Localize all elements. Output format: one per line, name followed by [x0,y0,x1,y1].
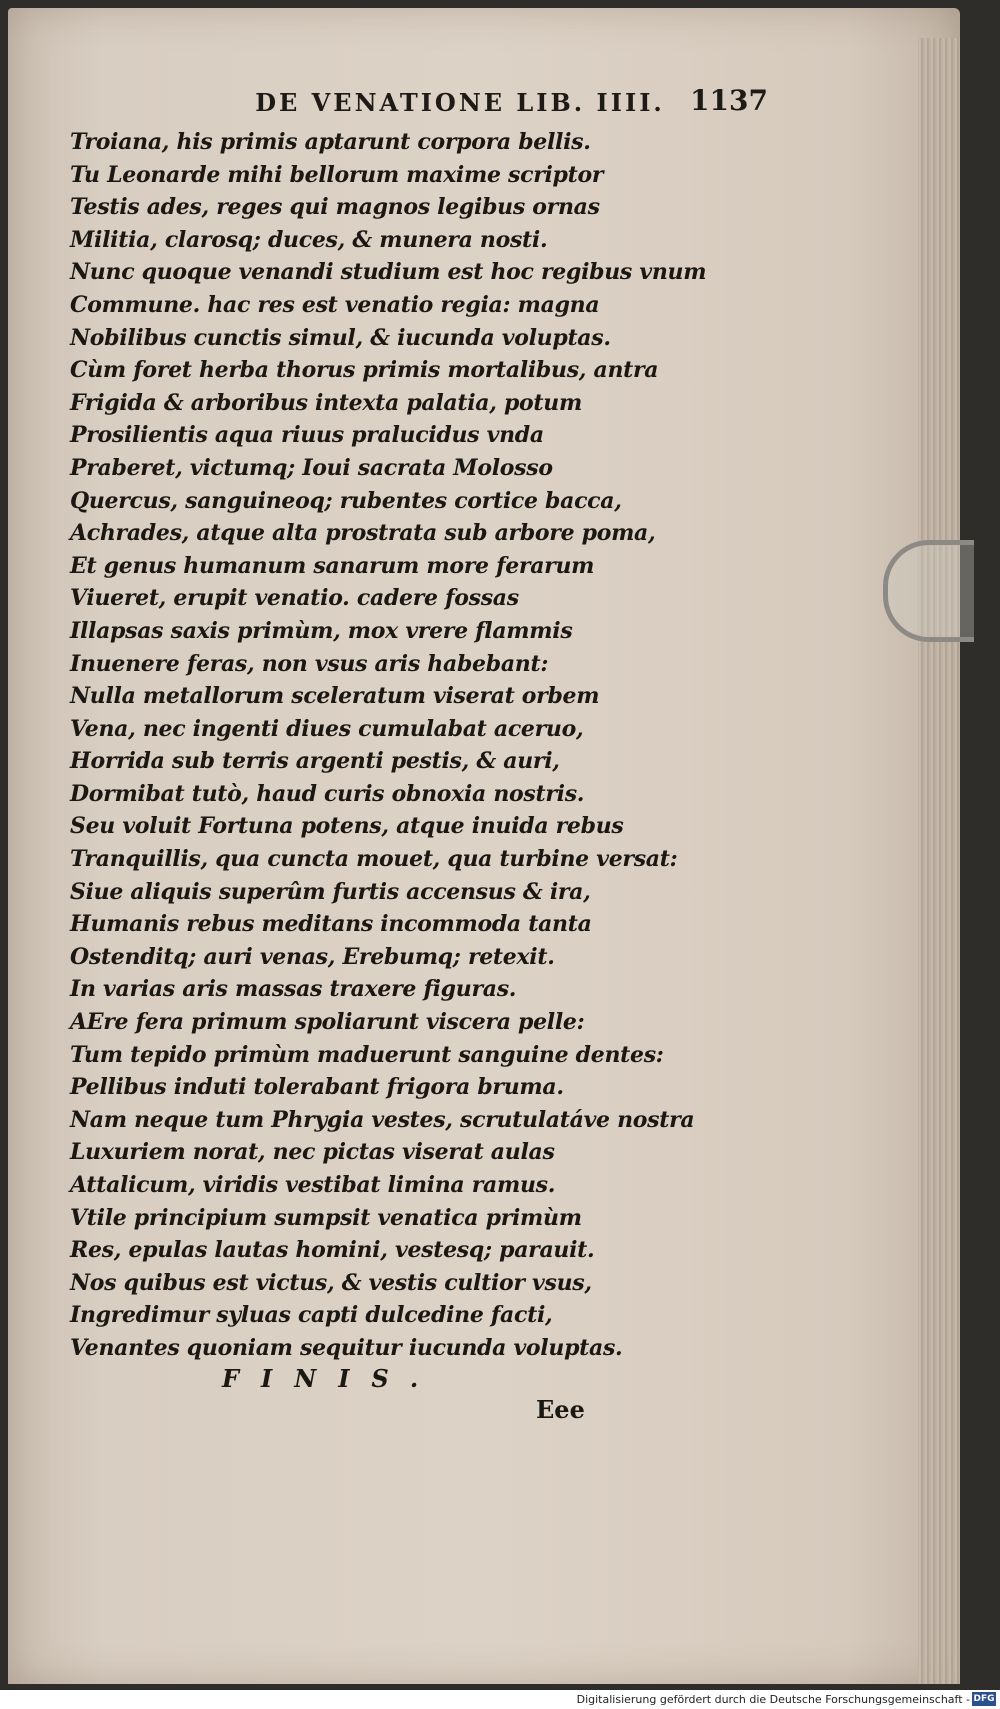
verse-line: Nos quibus est victus, & vestis cultior vsus, [70,1269,592,1296]
verse-line: Tum tepido primùm maduerunt sanguine dentes: [70,1041,664,1068]
verse-line: Militia, clarosq; duces, & munera nosti. [70,226,548,253]
verse-line: Res, epulas lautas homini, vestesq; parauit. [70,1237,595,1264]
verse-line: Nulla metallorum sceleratum viserat orbem [70,683,600,710]
verse-line: Ingredimur syluas capti dulcedine facti, [70,1302,553,1329]
verse-line: Nobilibus cunctis simul, & iucunda voluptas. [70,324,611,351]
verse-line: Vena, nec ingenti diues cumulabat aceruo, [70,715,584,742]
verse-line: Viueret, erupit venatio. cadere fossas [70,585,519,612]
verse-line: Tu Leonarde mihi bellorum maxime scriptor [70,161,604,188]
verse-line: In varias aris massas traxere figuras. [70,976,517,1003]
verse-line: Horrida sub terris argenti pestis, & auri, [70,748,560,775]
signature-mark: Eee [536,1395,585,1424]
verse-line: Illapsas saxis primùm, mox vrere flammis [70,617,573,644]
verse-text [70,126,710,1365]
verse-line: Frigida & arboribus intexta palatia, potum [70,389,582,416]
funding-credit: Digitalisierung gefördert durch die Deutsche Forschungsgemeinschaft - [576,1693,970,1706]
verse-line: Achrades, atque alta prostrata sub arbore poma, [70,520,656,547]
verse-line: Humanis rebus meditans incommoda tanta [70,911,592,938]
dfg-logo: DFG [973,1694,995,1704]
verse-line: Siue aliquis superûm furtis accensus & ira, [70,878,591,905]
verse-line: Commune. hac res est venatio regia: magna [70,291,600,318]
verse-line: Inuenere feras, non vsus aris habebant: [70,650,549,677]
verse-line: AEre fera primum spoliarunt viscera pelle: [70,1009,585,1036]
verse-line: Troiana, his primis aptarunt corpora bellis. [70,129,591,155]
verse-line: Prosilientis aqua riuus pralucidus vnda [70,422,544,449]
verse-line: Ostenditq; auri venas, Erebumq; retexit. [70,943,555,970]
book-clasp [883,540,974,642]
verse-line: Quercus, sanguineoq; rubentes cortice bacca, [70,487,622,514]
verse-line: Nunc quoque venandi studium est hoc regibus vnum [70,259,707,286]
page-edge-stack [918,38,960,1684]
verse-line: Attalicum, viridis vestibat limina ramus. [70,1172,556,1198]
verse-line: Et genus humanum sanarum more ferarum [70,552,595,579]
verse-line: Praberet, victumq; Ioui sacrata Molosso [70,454,553,481]
page-number: 1137 [690,84,768,117]
verse-line: Pellibus induti tolerabant frigora bruma. [70,1074,564,1101]
verse-line: Nam neque tum Phrygia vestes, scrutulatáve nostra [70,1106,695,1133]
verse-line: Luxuriem norat, nec pictas viserat aulas [70,1139,555,1166]
verse-line: Seu voluit Fortuna potens, atque inuida rebus [70,813,624,840]
running-head: DE VENATIONE LIB. IIII. [255,88,665,117]
verse-line: Testis ades, reges qui magnos legibus ornas [70,194,600,221]
verse-line: Venantes quoniam sequitur iucunda voluptas. [70,1334,623,1361]
finis-mark: FINIS. [222,1364,441,1393]
verse-line: Cùm foret herba thorus primis mortalibus, antra [70,357,659,384]
verse-line: Tranquillis, qua cuncta mouet, qua turbine versat: [70,846,678,873]
verse-line: Vtile principium sumpsit venatica primùm [70,1204,582,1231]
verse-line: Dormibat tutò, haud curis obnoxia nostris. [70,780,585,807]
